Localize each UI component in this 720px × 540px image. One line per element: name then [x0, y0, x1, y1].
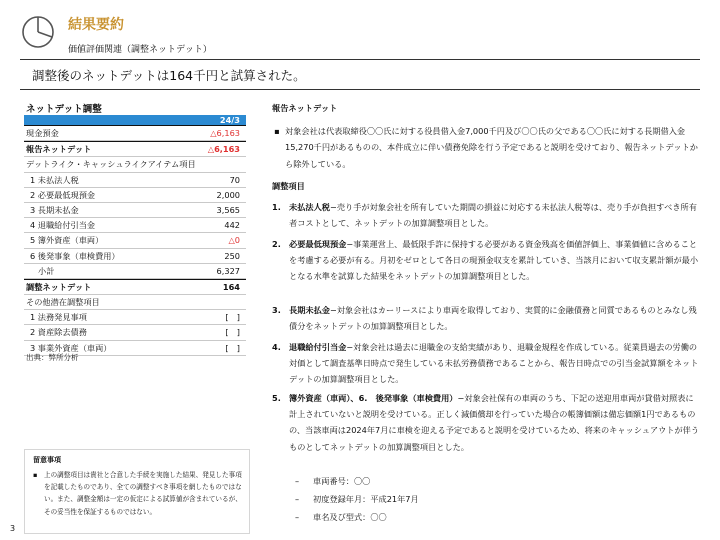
table-row: デットライク・キャッシュライクアイテム項目 [24, 157, 246, 172]
table-row: 3 長期未払金 3,565 [24, 203, 246, 218]
table-row: 調整ネットデット 164 [24, 279, 246, 295]
notes-title: 留意事項 [33, 456, 61, 464]
pie-chart-logo-icon [21, 15, 55, 49]
table-row: 2 必要最低現預金 2,000 [24, 188, 246, 203]
vehicle-detail: – 車名及び型式：〇〇 [295, 512, 387, 522]
headline-divider [20, 89, 700, 90]
reported-net-debt-title: 報告ネットデット [272, 103, 338, 113]
table-row: 4 退職給付引当金 442 [24, 218, 246, 233]
adjustment-item-1: 1. 未払法人税−売り手が対象会社を所有していた期間の損益に対応する未払法人税等は、売り手が負担すべき所有者コストとして、ネットデットの加算調整項目とした。 [272, 202, 697, 229]
adjustment-item-5-6: 5. 簿外資産（車両）、6. 後発事象（車検費用）−対象会社保有の車両のうち、下記の送迎用車両が貸借対照表に計上されていないと説明を受けている。正しく減価償却を行っていた場合の帳簿価額は備忘価額1円であるものの、当該車両は2024年7月に車検を迎える予定であると説明を受けているため、将来のキャッシュアウトが伴うものとしてネットデットの加算調整項目とした。 [272, 393, 700, 452]
table-row: 1 法務発見事項 [ ] [24, 310, 246, 325]
bullet-icon: ▪ [274, 126, 280, 136]
table-header-row [24, 115, 246, 126]
net-debt-table [24, 115, 246, 356]
adjustment-item-2: 2. 必要最低現預金−事業運営上、最低限手許に保持する必要がある資金残高を価値評価上、事業価値に含めることを考慮する必要が有る。月初をゼロとして各日の現預金収支を累計していき、当該月において収支累計額が最小となる水準を試算した結果をネットデットの加算調整項目とした。 [272, 239, 699, 282]
notes-text: 上の調整項目は貴社と合意した手続を実施した結果、発見した事項を記載したものであり、全ての調整すべき事項を網したものではない。また、調整金額は一定の仮定による試算値が含まれているが、その妥当性を保証するものではない。 [44, 471, 242, 516]
adjustment-item-3: 3. 長期未払金−対象会社はカーリースにより車両を取得しており、実質的に金融債務と同質であるものとみなし残債分をネットデットの加算調整項目とした。 [272, 305, 697, 332]
table-title: ネットデット調整 [26, 104, 102, 115]
table-row: その他潜在調整項目 [24, 295, 246, 310]
vehicle-detail: – 初度登録年月：平成21年7月 [295, 494, 419, 504]
bullet-icon: ▪ [33, 471, 38, 479]
header-divider [20, 59, 700, 60]
date-header: 24/3 [219, 115, 240, 125]
table-row: 2 資産除去債務 [ ] [24, 325, 246, 340]
source-note: 出典：弊所分析 [26, 353, 79, 362]
reported-net-debt-bullet: ▪ 対象会社は代表取締役〇〇氏に対する役員借入金7,000千円及び〇〇氏の父である〇〇氏に対する長期借入金15,270千円があるものの、本件成立に伴い債務免除を行う予定であると説明を受けており、報告ネットデットから除外している。 [272, 123, 700, 172]
table-row: 現金預金 △6,163 [24, 126, 246, 141]
table-row: 小計 6,327 [24, 264, 246, 279]
adjustment-item-4: 4. 退職給付引当金−対象会社は過去に退職金の支給実績があり、退職金規程を作成している。従業員過去の労働の対価として調査基準日時点で発生している未払労務債務であることから、報告日時点での引当金試算額をネットデットの加算調整項目とした。 [272, 342, 699, 385]
notes-box [24, 449, 250, 534]
notes-body [33, 469, 243, 518]
table-row: 5 簿外資産（車両） △0 [24, 233, 246, 248]
headline: 調整後のネットデットは164千円と試算された。 [32, 68, 306, 83]
table-row: 6 後発事象（車検費用） 250 [24, 249, 246, 264]
adjustment-items-title: 調整項目 [272, 181, 305, 191]
page-number: 3 [10, 524, 16, 533]
table-row: 3 事業外資産（車両） [ ] [24, 341, 246, 356]
section-title: 結果要約 [68, 17, 124, 33]
vehicle-detail: – 車両番号：〇〇 [295, 476, 371, 486]
section-subtitle: 価値評価関連（調整ネットデット） [68, 45, 212, 55]
table-row: 報告ネットデット △6,163 [24, 141, 246, 157]
table-row: 1 未払法人税 70 [24, 173, 246, 188]
